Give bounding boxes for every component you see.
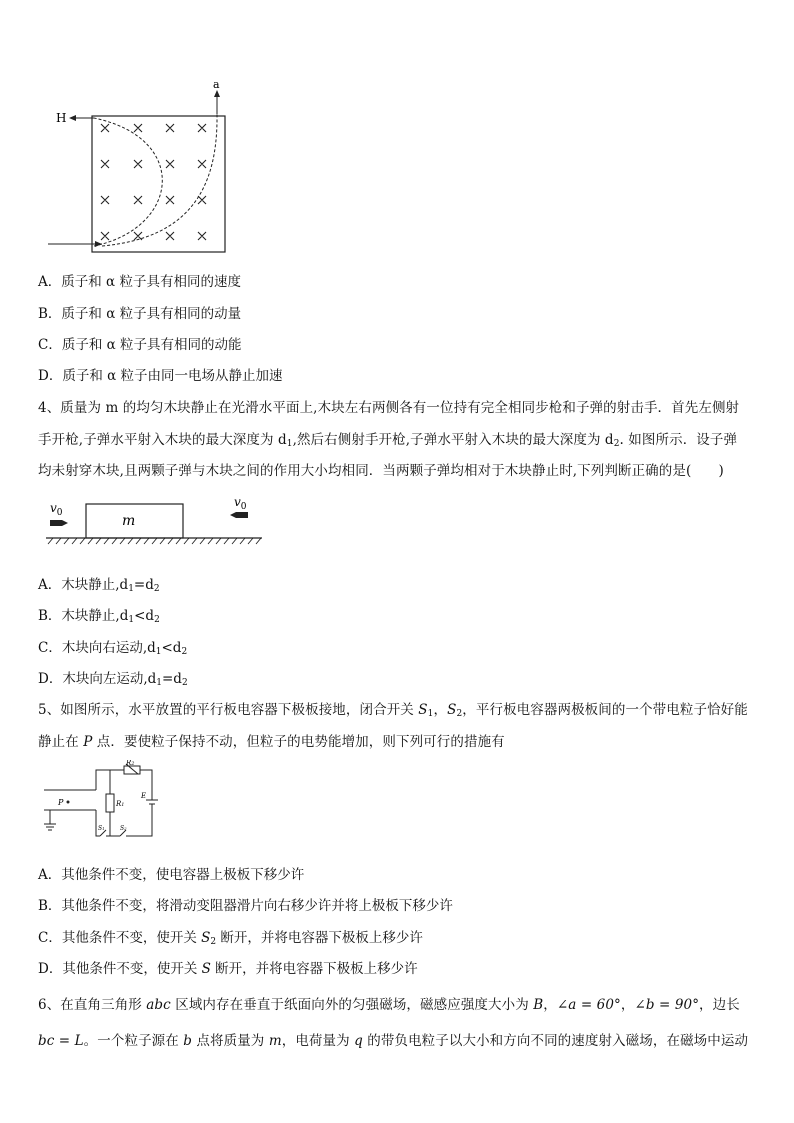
q5-option-a[interactable]: A．其他条件不变，使电容器上极板下移少许 <box>38 867 305 883</box>
label-P: P <box>58 798 64 807</box>
bullet-right <box>230 512 248 518</box>
label-H: H <box>56 111 67 125</box>
q5-line2: 静止在 P 点．要使粒子保持不动，但粒子的电势能增加，则下列可行的措施有 <box>38 734 505 750</box>
v0-right: $v_0$ <box>234 495 247 512</box>
label-R1: R1 <box>116 800 125 808</box>
q5-option-b[interactable]: B．其他条件不变，将滑动变阻器滑片向右移少许并将上极板下移少许 <box>38 898 453 914</box>
label-E: E <box>141 792 147 800</box>
ground-hatch <box>48 538 261 544</box>
q5-line1: 5、如图所示，水平放置的平行板电容器下极板接地，闭合开关 $S_1$，$S_2$，平行板电容器两极板间的一个带电粒子恰好能 <box>38 702 748 719</box>
bullet-left <box>50 520 68 526</box>
resistor-r1 <box>106 794 114 812</box>
q4-option-d[interactable]: D．木块向左运动$,d_1=d_2$ <box>38 671 188 688</box>
q3-option-d[interactable]: D．质子和 α 粒子由同一电场从静止加速 <box>38 368 283 384</box>
block-label: m <box>122 513 136 529</box>
q3-option-a[interactable]: A．质子和 α 粒子具有相同的速度 <box>38 274 241 290</box>
q5-option-d[interactable]: D．其他条件不变，使开关 S 断开，并将电容器下极板上移少许 <box>38 961 418 977</box>
q4-line3: 均未射穿木块,且两颗子弹与木块之间的作用大小均相同．当两颗子弹均相对于木块静止时,下列判断正确的是( ) <box>38 463 724 479</box>
resistor-r2 <box>124 766 140 774</box>
field-crosses <box>101 124 206 240</box>
path-large-arc <box>102 114 217 246</box>
q6-line1: 6、在直角三角形 abc 区域内存在垂直于纸面向外的匀强磁场，磁感应强度大小为 B，∠a = 60°，∠b = 90°，边长 <box>38 997 740 1013</box>
figure-circuit <box>40 760 160 842</box>
label-S2: S2 <box>120 825 127 832</box>
q4-option-c[interactable]: C．木块向右运动$,d_1<d_2$ <box>38 640 188 657</box>
label-a: a <box>213 78 220 91</box>
q3-option-b[interactable]: B．质子和 α 粒子具有相同的动量 <box>38 306 242 322</box>
q4-line1: 4、质量为 m 的均匀木块静止在光滑水平面上,木块左右两侧各有一位持有完全相同步枪和子弹的射击手．首先左侧射 <box>38 400 740 416</box>
label-R2: R2 <box>126 760 135 767</box>
v0-left: $v_0$ <box>50 501 63 518</box>
q4-option-a[interactable]: A．木块静止$,d_1=d_2$ <box>38 577 160 594</box>
path-small-arc <box>94 118 162 246</box>
label-S1: S1 <box>98 825 105 832</box>
q5-option-c[interactable]: C．其他条件不变，使开关 $S_2$ 断开，并将电容器下极板上移少许 <box>38 930 423 947</box>
q4-line2: 手开枪,子弹水平射入木块的最大深度为 $d_1$,然后右侧射手开枪,子弹水平射入木块的最大深度为 $d_2$. 如图所示．设子弹 <box>38 432 738 449</box>
q4-option-b[interactable]: B．木块静止$,d_1<d_2$ <box>38 608 160 625</box>
figure-block-bullets <box>42 494 267 550</box>
q6-line2: bc = L。一个粒子源在 b 点将质量为 m，电荷量为 q 的带负电粒子以大小和方向不同的速度射入磁场，在磁场中运动 <box>38 1033 749 1049</box>
figure-magnetic-field <box>40 78 240 258</box>
q3-option-c[interactable]: C．质子和 α 粒子具有相同的动能 <box>38 337 242 353</box>
